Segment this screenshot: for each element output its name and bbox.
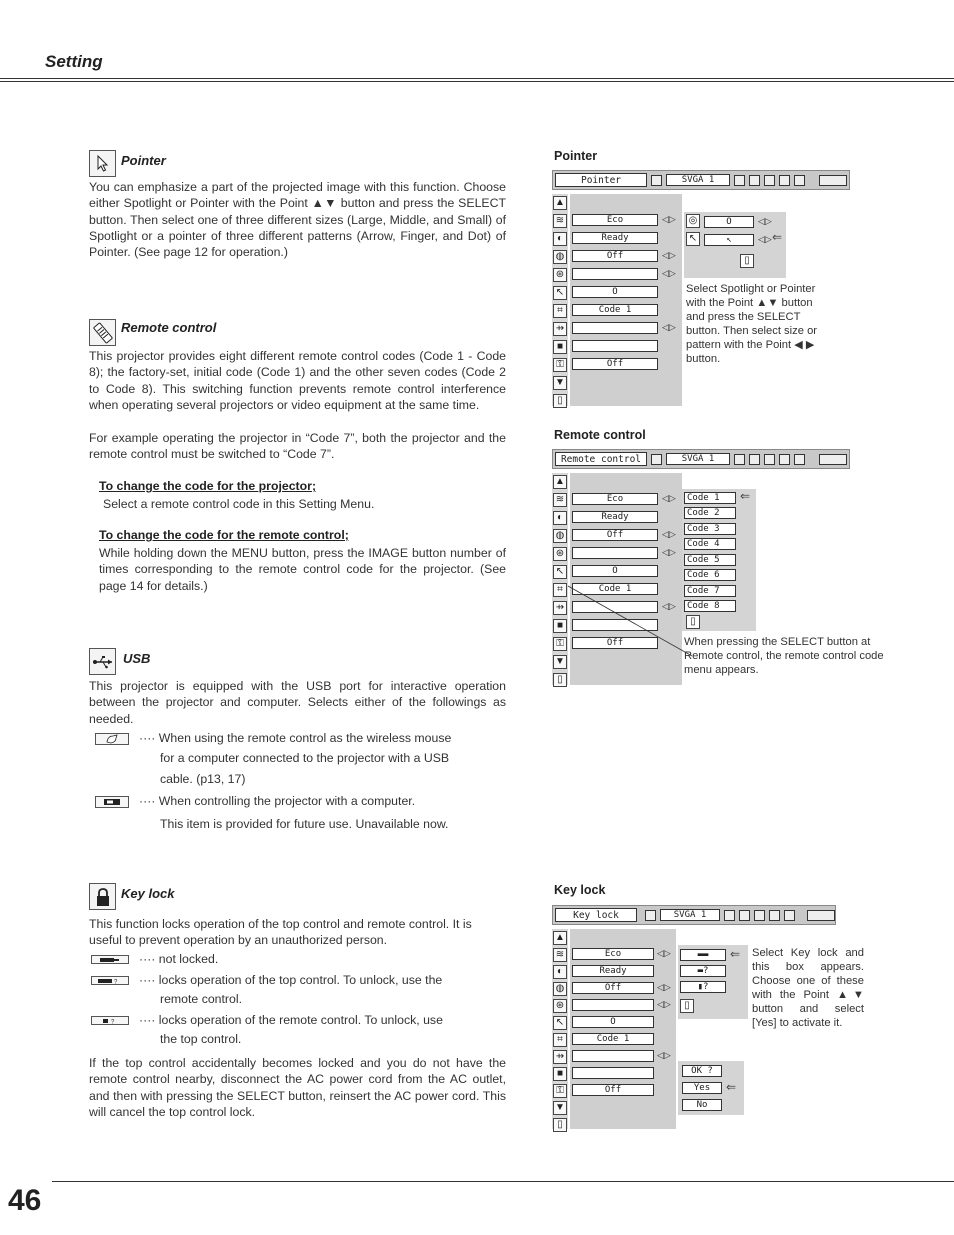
remote-code-heading: To change the code for the remote control; <box>99 528 349 542</box>
pointer-pattern[interactable]: ↖ <box>704 234 754 246</box>
remote-code-text: While holding down the MENU button, press the IMAGE button number of times corresponding to the remote control code for the projector. (See page 14 for details.) <box>99 546 506 593</box>
display-value[interactable] <box>572 999 654 1011</box>
exit-icon <box>819 175 847 186</box>
menu-title-label: Remote control <box>555 452 647 466</box>
key-lock-icon[interactable]: ■ <box>553 340 567 354</box>
spotlight-size[interactable]: O <box>704 216 754 228</box>
setting-icon <box>754 910 765 921</box>
setting-icon <box>764 175 775 186</box>
computer-control-icon <box>95 796 129 808</box>
page-header-title: Setting <box>45 52 103 71</box>
key-lock-item-3-line-2: the top control. <box>160 1032 242 1046</box>
pointer-type-icon[interactable]: ↖ <box>686 232 700 246</box>
usb-mouse-line-3: cable. (p13, 17) <box>160 772 246 786</box>
exit-icon <box>819 454 847 465</box>
pin-lock-value[interactable]: Off <box>572 1084 654 1096</box>
svga-label: SVGA 1 <box>666 174 730 186</box>
key-lock-title: Key lock <box>121 886 175 901</box>
pointer-submenu: ◎ O ◁▷ ↖ ↖ ◁▷ ⇐ ▯ <box>684 212 786 278</box>
remote-icon[interactable]: ⌗ <box>553 583 567 597</box>
usb-mouse-line-1: ···· When using the remote control as the wireless mouse <box>139 731 452 745</box>
pointer-body: You can emphasize a part of the projected image with this function. Choose either Spotlight or Pointer with the Point ▲▼ button and press the SELECT button. Then select one of three different sizes (Large, Middle, and Small) of Spotlight or a pointer of three different patterns (Arrow, Finger, and Dot) of Pointer. (See page 12 for operation.) <box>89 180 506 260</box>
standby-icon[interactable]: ◍ <box>553 250 567 264</box>
key-lock-menu-caption: Key lock <box>554 883 606 897</box>
confirm-yes-button[interactable]: Yes <box>682 1082 722 1094</box>
lamp-icon[interactable]: ◐ <box>553 511 567 525</box>
pin-lock-icon[interactable]: ⚿ <box>553 1084 567 1098</box>
remote-control-body: This projector provides eight different remote control codes (Code 1 - Code 8); the factory-set, initial code (Code 1) and the other seven codes (Code 2 to Code 8). This switching function prevents remote control interference when operating several projectors or video equipment at the same time. <box>89 349 506 412</box>
down-arrow-icon[interactable]: ▼ <box>553 376 567 390</box>
exit-door-icon[interactable]: ▯ <box>553 394 567 408</box>
lamp-value[interactable]: Eco <box>572 948 654 960</box>
exit-icon <box>807 910 835 921</box>
screen-icon <box>739 910 750 921</box>
image-icon <box>734 175 745 186</box>
callout-line <box>560 580 700 660</box>
pointer-value[interactable]: O <box>572 286 658 298</box>
code-option[interactable]: Code 5 <box>684 554 736 566</box>
image-icon <box>734 454 745 465</box>
remote-locked-icon <box>91 1016 129 1025</box>
lamp-value[interactable]: Eco <box>572 214 658 226</box>
indicator-arrow-icon: ⇐ <box>772 230 783 244</box>
key-lock-icon[interactable]: ■ <box>553 619 567 633</box>
svga-label: SVGA 1 <box>660 909 720 921</box>
usb-icon <box>89 648 116 675</box>
code-option[interactable]: Code 7 <box>684 585 736 597</box>
sound-icon <box>779 175 790 186</box>
remote-note: When pressing the SELECT button at Remote control, the remote control code menu appears. <box>684 636 884 676</box>
lamp-value[interactable]: Eco <box>572 493 658 505</box>
remote-lock-option[interactable]: ▮? <box>680 981 726 993</box>
code-option[interactable]: Code 1 <box>684 492 736 504</box>
language-icon[interactable]: ≋ <box>553 948 567 962</box>
header-rule-2 <box>0 81 954 82</box>
pointer-arrow-icon <box>89 150 116 177</box>
usb-menu-icon[interactable]: ⇸ <box>553 601 567 615</box>
usb-computer-line-2: This item is provided for future use. Unavailable now. <box>160 817 449 831</box>
pointer-icon[interactable]: ↖ <box>553 286 567 300</box>
top-control-lock-option[interactable]: ▬? <box>680 965 726 977</box>
key-lock-item-2-line-2: remote control. <box>160 992 243 1006</box>
input-icon <box>645 910 656 921</box>
indicator-arrow-icon: ⇐ <box>730 947 741 961</box>
remote-value[interactable]: Code 1 <box>572 304 658 316</box>
power-icon[interactable]: ⊛ <box>553 268 567 282</box>
remote-value[interactable]: Code 1 <box>572 1033 654 1045</box>
key-lock-icon[interactable]: ■ <box>553 1067 567 1081</box>
key-lock-item-3-line-1: ···· locks operation of the remote control. To unlock, use <box>139 1013 443 1027</box>
exit-door-icon[interactable]: ▯ <box>553 673 567 687</box>
power-value[interactable]: Off <box>572 250 658 262</box>
projector-code-heading: To change the code for the projector; <box>99 479 317 493</box>
pointer-menu-caption: Pointer <box>554 149 598 163</box>
code-option[interactable]: Code 8 <box>684 600 736 612</box>
projector-code-text: Select a remote control code in this Setting Menu. <box>103 497 375 511</box>
standby-icon[interactable]: ◍ <box>553 529 567 543</box>
input-icon <box>651 454 662 465</box>
remote-menu-caption: Remote control <box>554 428 646 442</box>
menu-toolbar <box>552 170 850 190</box>
footer-rule <box>52 1181 954 1182</box>
wireless-mouse-icon <box>95 733 129 745</box>
language-icon[interactable]: ≋ <box>553 493 567 507</box>
spotlight-icon[interactable]: ◎ <box>686 214 700 228</box>
up-arrow-icon[interactable]: ▲ <box>553 475 567 489</box>
image-icon <box>724 910 735 921</box>
power-icon[interactable]: ⊛ <box>553 999 567 1013</box>
power-icon[interactable]: ⊛ <box>553 547 567 561</box>
power-value[interactable]: Off <box>572 982 654 994</box>
remote-icon[interactable]: ⌗ <box>553 304 567 318</box>
screen-icon <box>749 454 760 465</box>
code-option[interactable]: Code 6 <box>684 569 736 581</box>
usb-menu-icon[interactable]: ⇸ <box>553 322 567 336</box>
display-value[interactable] <box>572 547 658 559</box>
top-control-locked-icon <box>91 976 129 985</box>
submenu-exit-icon[interactable]: ▯ <box>740 254 754 268</box>
menu-title-label: Pointer <box>555 173 647 187</box>
sound-icon <box>769 910 780 921</box>
confirm-no-button[interactable]: No <box>682 1099 722 1111</box>
submenu-exit-icon[interactable]: ▯ <box>680 999 694 1013</box>
exit-door-icon[interactable]: ▯ <box>553 1118 567 1132</box>
header-rule <box>0 78 954 79</box>
language-icon[interactable]: ≋ <box>553 214 567 228</box>
pointer-value[interactable]: O <box>572 565 658 577</box>
usb-mouse-line-2: for a computer connected to the projector with a USB <box>160 751 450 765</box>
standby-value[interactable]: Ready <box>572 965 654 977</box>
confirm-dialog <box>678 1061 744 1115</box>
power-value[interactable]: Off <box>572 529 658 541</box>
usb-value[interactable] <box>572 1050 654 1062</box>
remote-menu-screenshot: Remote control SVGA 1 ▲ ≋ ◐ ◍ ⊛ ↖ ⌗ ⇸ ■ ⚿ ▼ ▯ Eco ◁▷ Ready Off ◁▷ ◁▷ O Code 1 ◁▷ Off Code 1 Code 2 Code 3 Code 4 Code 5 Code 6 Code 7 Code 8 ▯ ⇐ <box>552 449 852 689</box>
key-lock-value[interactable] <box>572 1067 654 1079</box>
svg-text:?: ? <box>111 1019 115 1024</box>
pointer-menu-screenshot: Pointer SVGA 1 ▲ ≋ ◐ ◍ ⊛ ↖ ⌗ ⇸ ■ ⚿ ▼ ▯ Eco ◁▷ Ready Off ◁▷ ◁▷ O Code 1 ◁▷ Off ◎ O ◁▷ ↖ ↖ ◁▷ ⇐ ▯ <box>552 170 852 410</box>
indicator-arrow-icon: ⇐ <box>726 1080 737 1094</box>
not-locked-option[interactable]: ▬▬ <box>680 949 726 961</box>
sound-icon <box>779 454 790 465</box>
pointer-title: Pointer <box>121 153 166 168</box>
lamp-icon[interactable]: ◐ <box>553 232 567 246</box>
pointer-note: Select Spotlight or Pointer with the Point ▲▼ button and press the SELECT button. Then select size or pattern with the Point ◀ ▶ button. <box>686 283 818 365</box>
pin-lock-value[interactable]: Off <box>572 358 658 370</box>
remote-icon[interactable]: ⌗ <box>553 1033 567 1047</box>
code-option[interactable]: Code 3 <box>684 523 736 535</box>
pointer-icon[interactable]: ↖ <box>553 1016 567 1030</box>
display-value[interactable] <box>572 268 658 280</box>
key-lock-submenu <box>678 945 748 1019</box>
svg-text:?: ? <box>114 979 118 984</box>
not-locked-icon <box>91 955 129 964</box>
usb-title: USB <box>123 651 151 666</box>
confirm-question: OK ? <box>682 1065 722 1077</box>
usb-body: This projector is equipped with the USB port for interactive operation between the projector and computer. Selects either of the followings as needed. <box>89 679 506 726</box>
standby-icon[interactable]: ◍ <box>553 982 567 996</box>
up-arrow-icon[interactable]: ▲ <box>553 931 567 945</box>
pin-lock-icon[interactable]: ⚿ <box>553 358 567 372</box>
speaker-icon <box>794 454 805 465</box>
key-lock-value[interactable] <box>572 340 658 352</box>
speaker-icon <box>794 175 805 186</box>
pin-lock-value[interactable]: Off <box>572 637 658 649</box>
remote-control-title: Remote control <box>121 320 217 335</box>
remote-control-icon <box>89 319 116 346</box>
key-lock-item-1: ···· not locked. <box>139 952 219 966</box>
lock-icon <box>89 883 116 910</box>
code-option[interactable]: Code 2 <box>684 507 736 519</box>
remote-control-example: For example operating the projector in “Code 7”, both the projector and the remote control must be switched to “Code 7”. <box>89 431 506 462</box>
usb-menu-icon[interactable]: ⇸ <box>553 1050 567 1064</box>
key-lock-item-2-line-1: ···· locks operation of the top control. To unlock, use the <box>139 973 443 987</box>
menu-title-label: Key lock <box>555 908 637 922</box>
standby-value[interactable]: Ready <box>572 511 658 523</box>
page-number: 46 <box>8 1184 42 1217</box>
remote-value[interactable]: Code 1 <box>572 583 658 595</box>
speaker-icon <box>784 910 795 921</box>
key-lock-body: This function locks operation of the top control and remote control. It is useful to prevent operation by an unauthorized person. <box>89 917 472 948</box>
usb-value[interactable] <box>572 322 658 334</box>
key-lock-note: Select Key lock and this box appears. Choose one of these with the Point ▲▼ button and select [Yes] to activate it. <box>752 947 864 1029</box>
up-arrow-icon[interactable]: ▲ <box>553 196 567 210</box>
input-icon <box>651 175 662 186</box>
indicator-arrow-icon: ⇐ <box>740 489 751 503</box>
key-lock-menu-screenshot: Key lock SVGA 1 ▲ ≋ ◐ ◍ ⊛ ↖ ⌗ ⇸ ■ ⚿ ▼ ▯ Eco ◁▷ Ready Off ◁▷ ◁▷ O Code 1 ◁▷ Off ▬▬ ▬? ▮? ▯ ⇐ OK ? Yes No ⇐ <box>552 905 842 1145</box>
pointer-icon[interactable]: ↖ <box>553 565 567 579</box>
key-lock-body-2: If the top control accidentally becomes locked and you do not have the remote control nearby, disconnect the AC power cord from the AC outlet, and then with pressing the SELECT button, reinsert the AC power cord. This will cancel the top control lock. <box>89 1056 506 1119</box>
code-option[interactable]: Code 4 <box>684 538 736 550</box>
pin-lock-icon[interactable]: ⚿ <box>553 637 567 651</box>
submenu-exit-icon[interactable]: ▯ <box>686 615 700 629</box>
down-arrow-icon[interactable]: ▼ <box>553 655 567 669</box>
down-arrow-icon[interactable]: ▼ <box>553 1101 567 1115</box>
usb-computer-line-1: ···· When controlling the projector with a computer. <box>139 794 416 808</box>
screen-icon <box>749 175 760 186</box>
setting-icon <box>764 454 775 465</box>
pointer-value[interactable]: O <box>572 1016 654 1028</box>
standby-value[interactable]: Ready <box>572 232 658 244</box>
svga-label: SVGA 1 <box>666 453 730 465</box>
lamp-icon[interactable]: ◐ <box>553 965 567 979</box>
